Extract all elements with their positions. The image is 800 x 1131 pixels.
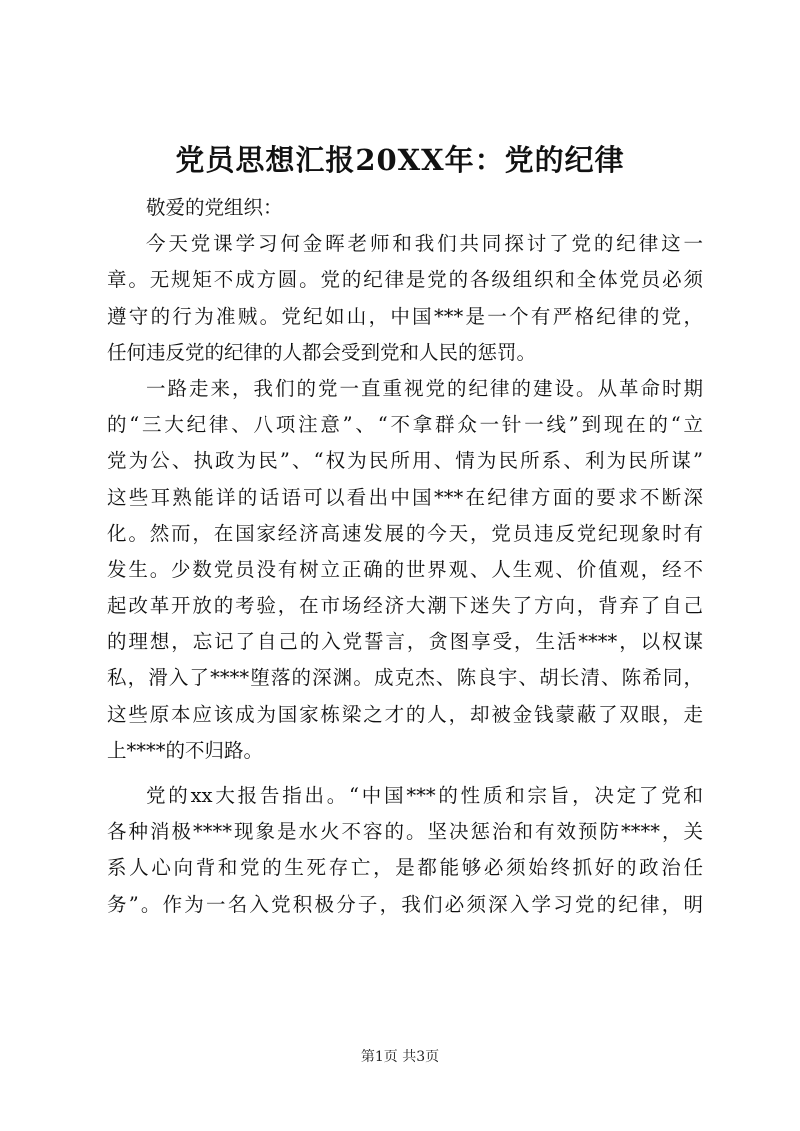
paragraph-2-line-7: 起改革开放的考验，在市场经济大潮下迷失了方向，背弃了自己: [107, 594, 703, 618]
paragraph-2-line-1: 一路走来，我们的党一直重视党的纪律的建设。从革命时期: [146, 376, 703, 400]
page-number: 第1页 共3页: [360, 1049, 440, 1065]
paragraph-2-line-11: 上****的不归路。: [107, 738, 264, 762]
paragraph-gap: [107, 769, 703, 778]
paragraph-2-line-9: 私，滑入了****堕落的深渊。成克杰、陈良宇、胡长清、陈希同，: [107, 666, 703, 690]
document-title: 党员思想汇报20XX年：党的纪律: [175, 143, 625, 177]
paragraph-2-line-2: 的“三大纪律、八项注意”、“不拿群众一针一线”到现在的“立: [107, 413, 703, 437]
paragraph-1-line-2: 章。无规矩不成方圆。党的纪律是党的各级组织和全体党员必须: [107, 268, 703, 292]
paragraph-3-line-1: 党的xx大报告指出。“中国***的性质和宗旨，决定了党和: [146, 784, 703, 807]
paragraph-2-line-5: 化。然而，在国家经济高速发展的今天，党员违反党纪现象时有: [107, 521, 703, 545]
paragraph-2-line-4: 这些耳熟能详的话语可以看出中国***在纪律方面的要求不断深: [107, 485, 703, 509]
paragraph-3-line-3: 系人心向背和党的生死存亡，是都能够必须始终抓好的政治任: [107, 856, 703, 880]
paragraph-2-line-6: 发生。少数党员没有树立正确的世界观、人生观、价值观，经不: [107, 557, 703, 581]
paragraph-2-line-8: 的理想，忘记了自己的入党誓言，贪图享受，生活****，以权谋: [107, 630, 703, 654]
paragraph-3-line-2: 各种消极****现象是水火不容的。坚决惩治和有效预防****，关: [107, 820, 703, 844]
paragraph-1-line-4: 任何违反党的纪律的人都会受到党和人民的惩罚。: [107, 340, 537, 364]
paragraph-3-line-4: 务”。作为一名入党积极分子，我们必须深入学习党的纪律，明: [107, 892, 703, 916]
salutation: 敬爱的党组织：: [146, 196, 283, 219]
paragraph-2-line-3: 党为公、执政为民”、“权为民所用、情为民所系、利为民所谋”: [107, 449, 703, 473]
paragraph-1-line-3: 遵守的行为准贼。党纪如山，中国***是一个有严格纪律的党，: [107, 304, 703, 328]
paragraph-2-line-10: 这些原本应该成为国家栋梁之才的人，却被金钱蒙蔽了双眼，走: [107, 702, 703, 726]
paragraph-1-line-1: 今天党课学习何金晖老师和我们共同探讨了党的纪律这一: [146, 232, 703, 256]
document-body: [107, 190, 703, 923]
page-footer: [0, 1047, 800, 1067]
